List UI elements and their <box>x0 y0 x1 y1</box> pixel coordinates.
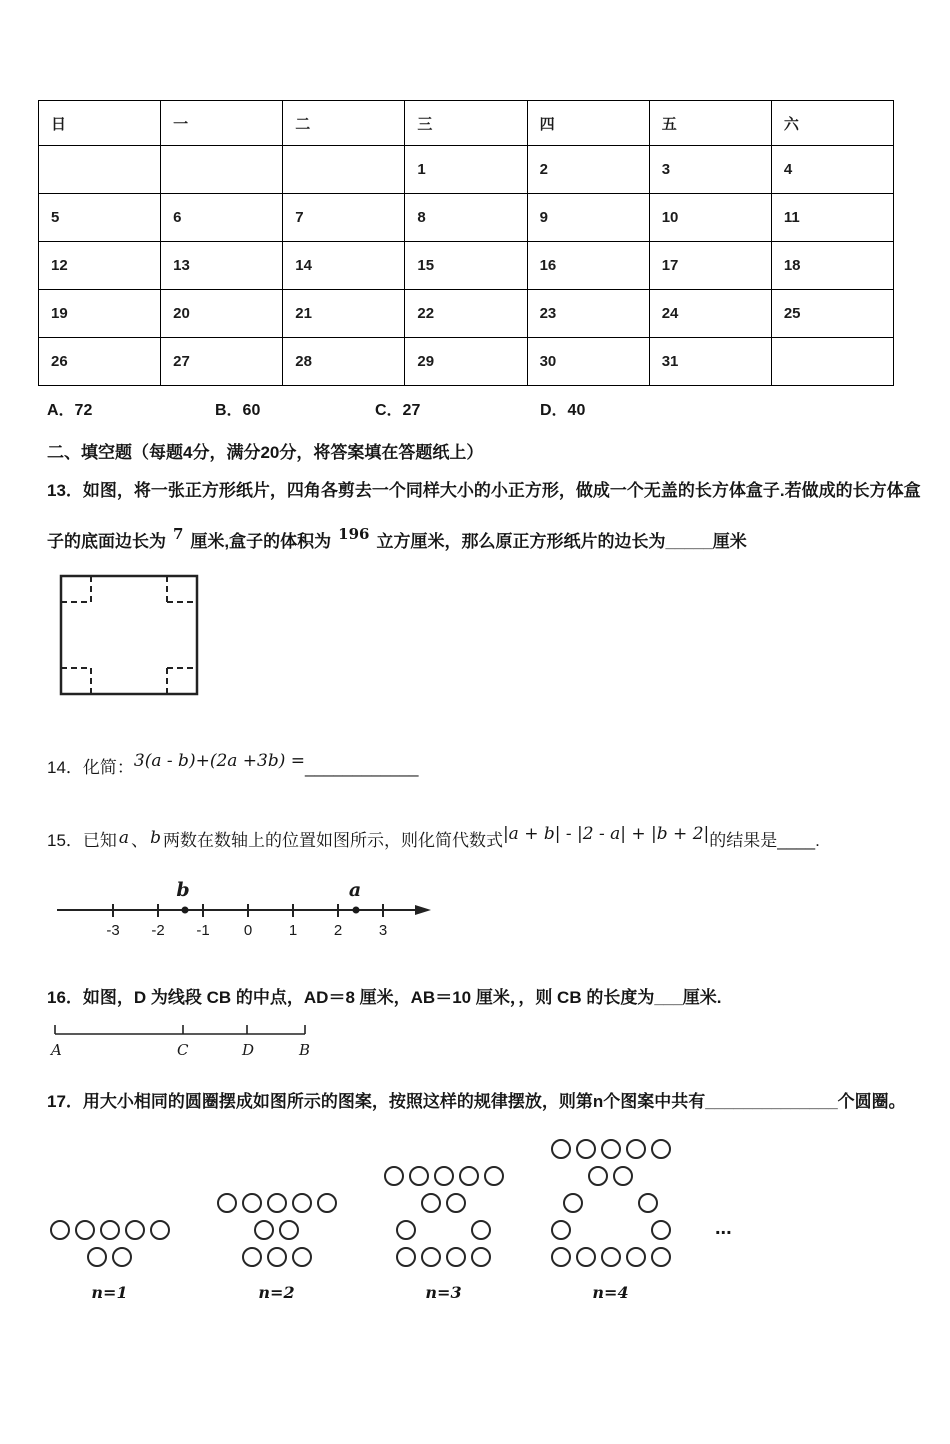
calendar-cell <box>283 146 405 194</box>
dashed-corner-bottom-right <box>167 668 197 694</box>
circle-icon <box>551 1220 571 1240</box>
calendar-cell: 17 <box>649 242 771 290</box>
tick-label: 3 <box>378 921 388 939</box>
calendar-cell: 20 <box>161 290 283 338</box>
calendar-row <box>39 146 894 194</box>
calendar-header-cell: 六 <box>771 101 893 146</box>
option-a: A．72 <box>47 402 93 419</box>
circle-icon <box>626 1139 646 1159</box>
circle-icon <box>396 1220 416 1240</box>
circle-icon <box>471 1220 491 1240</box>
question-16: 16．如图，D 为线段 CB 的中点，AD＝8 厘米，AB＝10 厘米，，则 CB 的长度为___厘米. <box>47 987 722 1007</box>
circle-icon <box>588 1166 608 1186</box>
calendar-cell: 22 <box>405 290 527 338</box>
circle-icon <box>421 1247 441 1267</box>
calendar-header-cell: 四 <box>527 101 649 146</box>
circle-icon <box>292 1193 312 1213</box>
circle-icon <box>446 1193 466 1213</box>
calendar-cell: 2 <box>527 146 649 194</box>
calendar-cell: 21 <box>283 290 405 338</box>
circle-icon <box>421 1193 441 1213</box>
calendar-cell: 11 <box>771 194 893 242</box>
arrow-right-icon <box>415 905 431 915</box>
q15-formula: |a + b| - |2 - a| + |b + 2| <box>502 823 710 844</box>
circle-icon <box>576 1139 596 1159</box>
segment-label-c: C <box>177 1041 189 1060</box>
circle-icon <box>613 1166 633 1186</box>
segment-label-a: A <box>51 1041 62 1060</box>
circle-icon <box>651 1139 671 1159</box>
pattern-label: n=2 <box>258 1282 295 1302</box>
calendar-header-row <box>39 101 894 146</box>
calendar-cell: 5 <box>39 194 161 242</box>
circle-row <box>394 1220 494 1240</box>
circle-row <box>47 1220 172 1240</box>
point-b-label: b <box>176 879 190 901</box>
circle-row <box>85 1247 135 1267</box>
circle-icon <box>112 1247 132 1267</box>
calendar-cell: 7 <box>283 194 405 242</box>
q17-answer-blank: ______________ <box>705 1092 838 1112</box>
circle-icon <box>434 1166 454 1186</box>
answer-options <box>47 397 912 420</box>
var-a: a <box>118 827 130 848</box>
question-13-line2 <box>47 524 912 555</box>
circle-icon <box>100 1220 120 1240</box>
calendar-row <box>39 338 894 386</box>
calendar-cell: 13 <box>161 242 283 290</box>
point-a-dot <box>353 906 360 913</box>
circle-row <box>214 1193 339 1213</box>
calendar-row <box>39 290 894 338</box>
dashed-corner-top-right <box>167 576 197 602</box>
circle-icon <box>292 1247 312 1267</box>
circle-icon <box>50 1220 70 1240</box>
calendar-cell: 29 <box>405 338 527 386</box>
question-14-text: 14．化简： <box>47 758 134 778</box>
calendar-cell: 10 <box>649 194 771 242</box>
calendar-header-cell: 日 <box>39 101 161 146</box>
question-17 <box>47 1090 912 1115</box>
calendar-cell: 28 <box>283 338 405 386</box>
calendar-cell: 16 <box>527 242 649 290</box>
calendar-cell: 19 <box>39 290 161 338</box>
ellipsis: ... <box>715 1216 732 1239</box>
calendar-cell: 31 <box>649 338 771 386</box>
circle-icon <box>446 1247 466 1267</box>
pattern-label: n=1 <box>91 1282 128 1302</box>
side-length-value: 7 <box>173 524 184 543</box>
tick-label: 2 <box>333 921 343 939</box>
question-15-text: 15．已知 <box>47 830 117 850</box>
circle-row <box>381 1166 506 1186</box>
calendar-row <box>39 242 894 290</box>
calendar-cell: 27 <box>161 338 283 386</box>
calendar-cell: 18 <box>771 242 893 290</box>
dashed-corner-top-left <box>61 576 91 602</box>
circle-row <box>586 1166 636 1186</box>
volume-value: 196 <box>338 524 370 543</box>
calendar-table <box>38 100 894 386</box>
calendar-header-cell: 一 <box>161 101 283 146</box>
calendar-cell: 12 <box>39 242 161 290</box>
calendar-cell: 1 <box>405 146 527 194</box>
circle-pattern-figure <box>214 1193 339 1302</box>
question-15-text: 两数在数轴上的位置如图所示，则化简代数式 <box>162 830 503 850</box>
question-13-text: 立方厘米，那么原正方形纸片的边长为_____厘米 <box>376 531 747 551</box>
circle-icon <box>601 1139 621 1159</box>
option-c: C．27 <box>375 402 421 419</box>
dashed-corner-bottom-left <box>61 668 91 694</box>
circle-icon <box>551 1139 571 1159</box>
tick-label: -1 <box>196 921 210 939</box>
circle-icon <box>75 1220 95 1240</box>
question-15-text: 的结果是____. <box>709 830 820 850</box>
circle-row <box>394 1247 494 1267</box>
calendar-cell: 4 <box>771 146 893 194</box>
question-17-text: 17．用大小相同的圆圈摆成如图所示的图案，按照这样的规律摆放，则第n个图案中共有 <box>47 1092 706 1112</box>
calendar-header-cell: 二 <box>283 101 405 146</box>
point-a-label: a <box>348 879 362 901</box>
segment-figure <box>47 1022 327 1060</box>
circle-icon <box>638 1193 658 1213</box>
calendar-cell: 15 <box>405 242 527 290</box>
question-13-line1: 13．如图，将一张正方形纸片，四角各剪去一个同样大小的小正方形，做成一个无盖的长方体盒子.若做成的长方体盒 <box>47 481 921 500</box>
circle-row <box>561 1193 661 1213</box>
circle-pattern-figure <box>548 1139 673 1302</box>
circle-icon <box>267 1247 287 1267</box>
calendar-cell: 6 <box>161 194 283 242</box>
circle-icon <box>242 1247 262 1267</box>
tick-label: 1 <box>288 921 298 939</box>
calendar-header-cell: 五 <box>649 101 771 146</box>
circle-row <box>239 1247 314 1267</box>
circle-row <box>548 1220 673 1240</box>
calendar-cell <box>161 146 283 194</box>
segment-label-b: B <box>299 1041 311 1060</box>
circle-icon <box>601 1247 621 1267</box>
circle-icon <box>396 1247 416 1267</box>
calendar-cell <box>771 338 893 386</box>
circle-row <box>419 1193 469 1213</box>
question-15-text: 、 <box>131 830 149 850</box>
circle-icon <box>551 1247 571 1267</box>
option-d: D．40 <box>540 402 586 419</box>
section-title: 二、填空题（每题4分，满分20分，将答案填在答题纸上） <box>47 443 484 462</box>
circle-row <box>252 1220 302 1240</box>
circle-icon <box>626 1247 646 1267</box>
option-b: B．60 <box>215 402 261 419</box>
calendar-cell: 8 <box>405 194 527 242</box>
calendar-row <box>39 194 894 242</box>
circle-icon <box>484 1166 504 1186</box>
tick-label: 0 <box>243 921 253 939</box>
circle-icon <box>267 1193 287 1213</box>
calendar-cell <box>39 146 161 194</box>
calendar-cell: 9 <box>527 194 649 242</box>
tick-label: -2 <box>151 921 165 939</box>
circle-icon <box>87 1247 107 1267</box>
question-17-text: 个圆圈。 <box>837 1092 906 1112</box>
q14-answer-blank: ____________ <box>305 758 419 778</box>
circle-icon <box>317 1193 337 1213</box>
circle-icon <box>471 1247 491 1267</box>
calendar-cell: 23 <box>527 290 649 338</box>
var-b: b <box>150 827 161 848</box>
calendar-cell: 26 <box>39 338 161 386</box>
q14-formula: 3(a - b)+(2a +3b) = <box>133 751 306 772</box>
circle-icon <box>576 1247 596 1267</box>
question-13-text: 子的底面边长为 <box>47 531 166 551</box>
circle-icon <box>279 1220 299 1240</box>
circle-icon <box>125 1220 145 1240</box>
calendar-cell: 25 <box>771 290 893 338</box>
outer-square <box>61 576 197 694</box>
tick-label: -3 <box>106 921 120 939</box>
circle-icon <box>384 1166 404 1186</box>
pattern-label: n=3 <box>425 1282 462 1302</box>
square-cutout-figure <box>55 570 215 712</box>
number-line-figure <box>53 880 453 940</box>
question-13-text: 厘米,盒子的体积为 <box>190 531 332 551</box>
circle-icon <box>150 1220 170 1240</box>
question-14 <box>47 751 912 781</box>
circle-pattern-figure <box>381 1166 506 1302</box>
calendar-cell: 30 <box>527 338 649 386</box>
calendar-header-cell: 三 <box>405 101 527 146</box>
circle-row <box>548 1247 673 1267</box>
question-15 <box>47 823 912 854</box>
point-b-dot <box>182 906 189 913</box>
circle-icon <box>254 1220 274 1240</box>
pattern-label: n=4 <box>592 1282 629 1302</box>
calendar-cell: 14 <box>283 242 405 290</box>
circle-icon <box>409 1166 429 1186</box>
circle-row <box>548 1139 673 1159</box>
circle-icon <box>459 1166 479 1186</box>
pattern-figures <box>47 1139 912 1302</box>
circle-icon <box>651 1247 671 1267</box>
circle-pattern-figure <box>47 1220 172 1302</box>
segment-label-d: D <box>242 1041 255 1060</box>
circle-icon <box>563 1193 583 1213</box>
calendar-cell: 24 <box>649 290 771 338</box>
circle-icon <box>242 1193 262 1213</box>
circle-icon <box>651 1220 671 1240</box>
circle-icon <box>217 1193 237 1213</box>
calendar-cell: 3 <box>649 146 771 194</box>
segment-ticks <box>55 1025 305 1034</box>
